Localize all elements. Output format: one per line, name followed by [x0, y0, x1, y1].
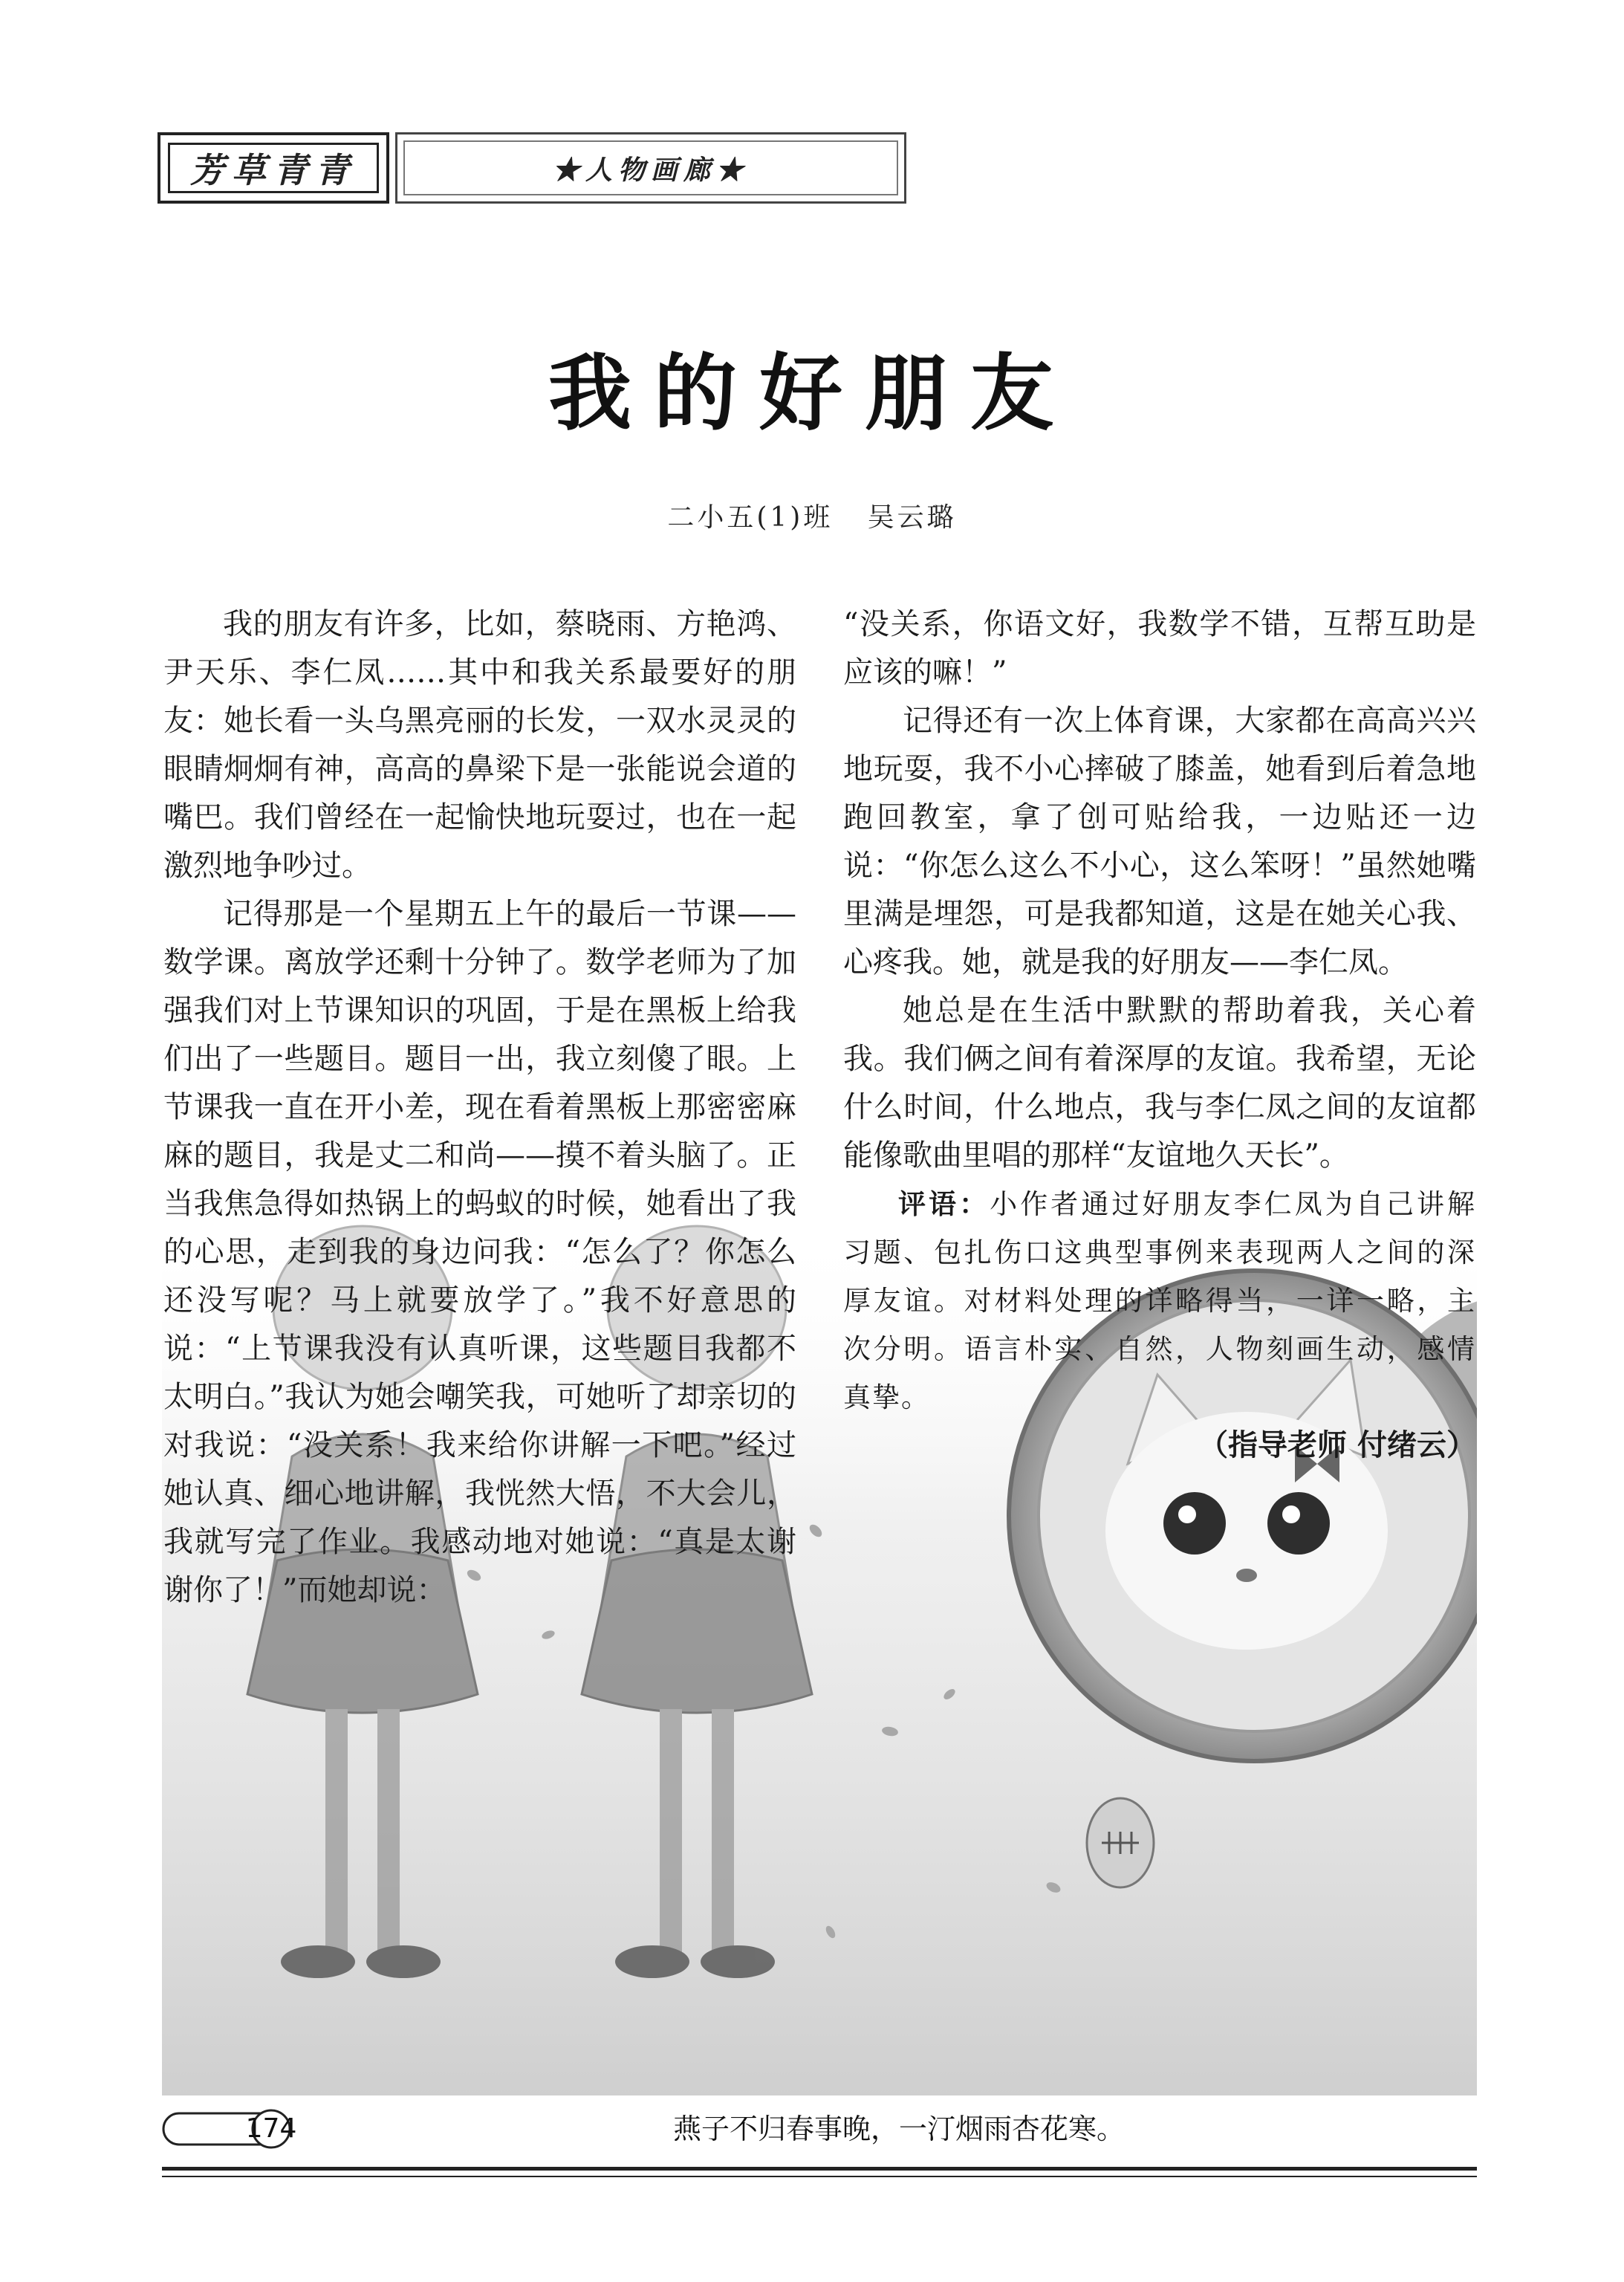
section-tag-label: 芳草青青	[168, 143, 379, 193]
column-tag	[395, 132, 906, 204]
article-title: 我的好朋友	[548, 345, 1076, 442]
page-number-badge	[162, 2109, 303, 2149]
fish-tag	[1087, 1798, 1154, 1887]
comment-text: 小作者通过好朋友李仁凤为自己讲解习题、包扎伤口这典型事例来表现两人之间的深厚友谊。对材料处理的详略得当，一详一略，主次分明。语言朴实、自然，人物刻画生动，感情真挚。	[843, 1188, 1477, 1413]
paragraph-closing: 她总是在生活中默默的帮助着我，关心着我。我们俩之间有着深厚的友谊。我希望，无论什么时间，什么地点，我与李仁凤之间的友谊都能像歌曲里唱的那样“友谊地久天长”。	[843, 993, 1476, 1173]
footer-motto: 燕子不归春事晚，一汀烟雨杏花寒。	[672, 2113, 1125, 2145]
article-column-right	[843, 600, 1476, 1470]
article-column-left	[163, 600, 796, 1615]
teacher-credit: （指导老师 付绪云）	[1198, 1428, 1476, 1462]
paragraph-intro: 我的朋友有许多，比如，蔡晓雨、方艳鸿、尹天乐、李仁凤……其中和我关系最要好的朋友：她长看一头乌黑亮丽的长发，一双水灵灵的眼睛炯炯有神，高高的鼻梁下是一张能说会道的嘴巴。我们曾经在一起愉快地玩耍过，也在一起激烈地争吵过。	[163, 607, 796, 883]
footer-rule-thick	[162, 2167, 1477, 2171]
comment-label: 评语：	[898, 1187, 990, 1220]
paragraph-pe-class: 记得还有一次上体育课，大家都在高高兴兴地玩耍，我不小心摔破了膝盖，她看到后着急地跑回教室，拿了创可贴给我，一边贴还一边说：“你怎么这么不小心，这么笨呀！”虽然她嘴里满是埋怨，可是我都知道，这是在她关心我、心疼我。她，就是我的好朋友——李仁凤。	[843, 704, 1476, 979]
section-tag	[157, 132, 389, 204]
teacher-comment	[843, 1180, 1476, 1422]
page-number: 174	[245, 2113, 297, 2144]
paragraph-math-class: 记得那是一个星期五上午的最后一节课——数学课。离放学还剩十分钟了。数学老师为了加强我们对上节课知识的巩固，于是在黑板上给我们出了一些题目。题目一出，我立刻傻了眼。上节课我一直在开小差，现在看着黑板上那密密麻麻的题目，我是丈二和尚——摸不着头脑了。正当我焦急得如热锅上的蚂蚁的时候，她看出了我的心思，走到我的身边问我：“怎么了？你怎么还没写呢？马上就要放学了。”我不好意思的说：“上节课我没有认真听课，这些题目我都不太明白。”我认为她会嘲笑我，可她听了却亲切的对我说：“没关系！我来给你讲解一下吧。”经过她认真、细心地讲解，我恍然大悟，不大会儿，我就写完了作业。我感动地对她说：“真是太谢谢你了！”而她却说：	[163, 897, 796, 1607]
article-byline: 二小五(1)班 吴云璐	[667, 502, 957, 533]
paragraph-continuation: “没关系，你语文好，我数学不错，互帮互助是应该的嘛！”	[843, 607, 1476, 690]
footer-rule-thin	[162, 2176, 1477, 2177]
column-tag-label: ★人物画廊★	[403, 140, 898, 195]
